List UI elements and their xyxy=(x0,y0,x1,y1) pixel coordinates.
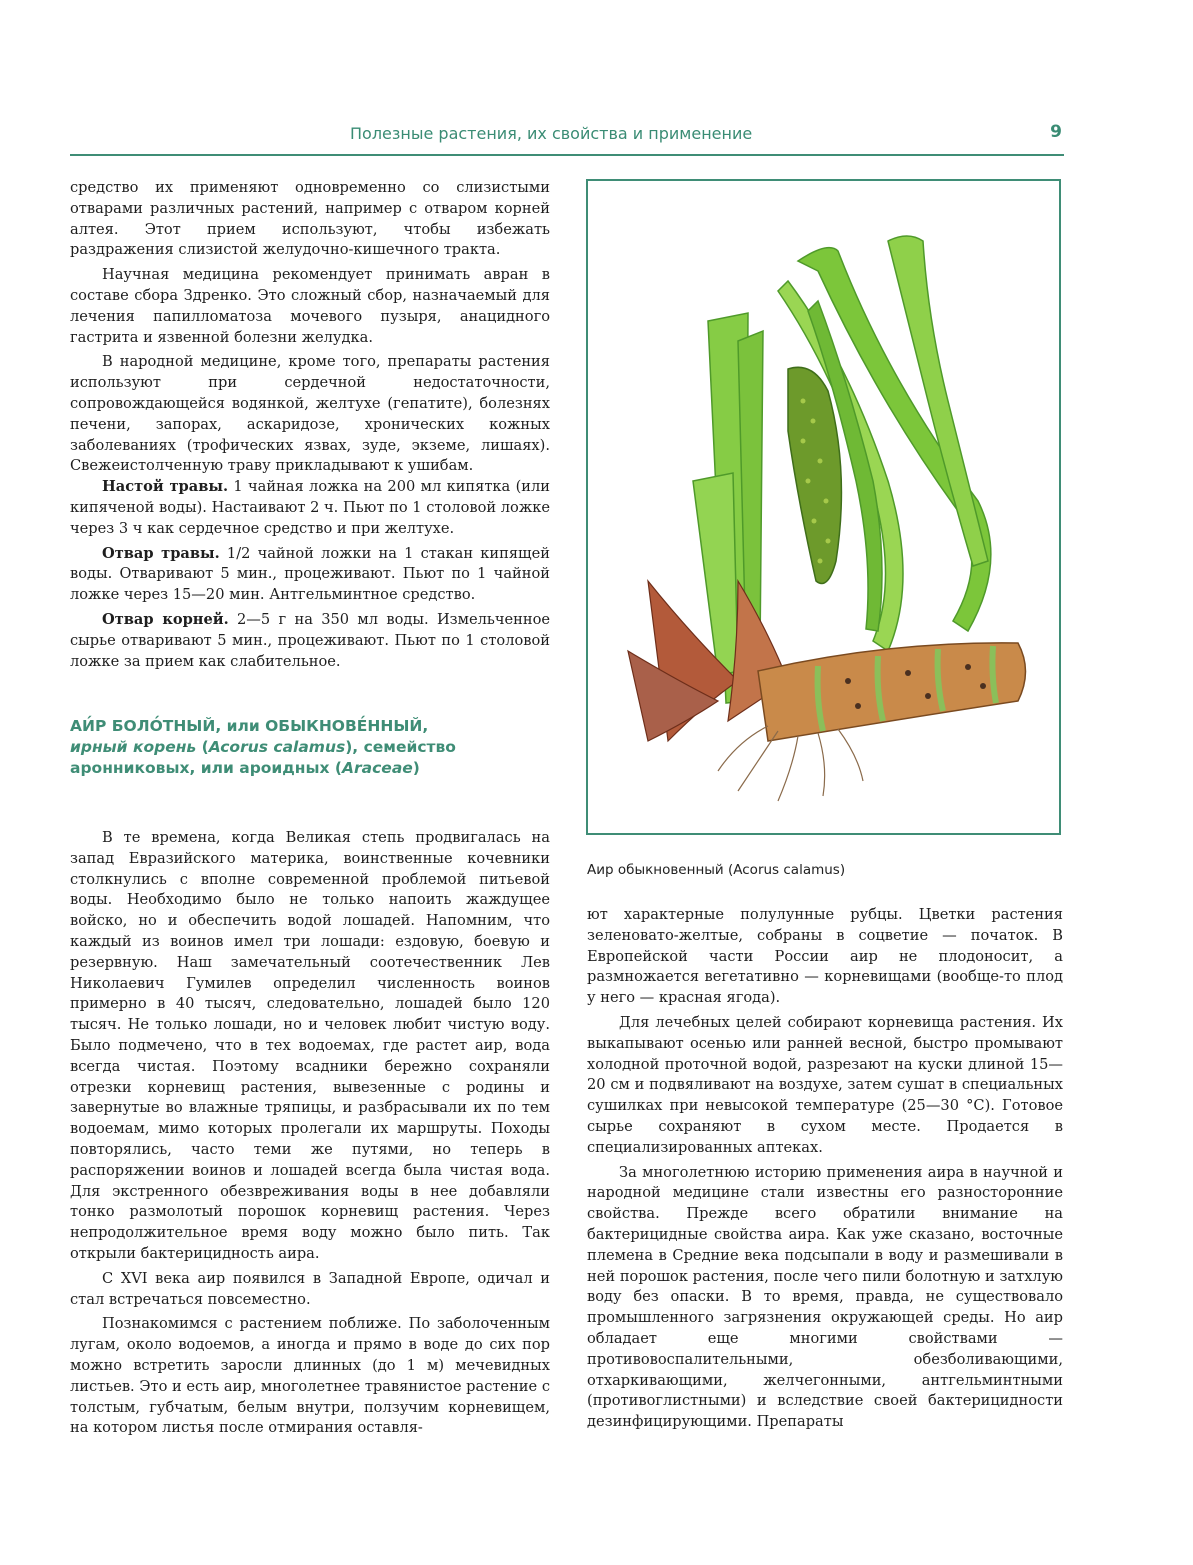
right-column-bottom xyxy=(587,905,1063,1433)
left-column-bottom xyxy=(70,828,550,1439)
section-heading xyxy=(70,716,550,779)
heading-punct: ( xyxy=(196,738,209,756)
heading-punct: ) xyxy=(412,759,420,777)
paragraph: Для лечебных целей собирают корневища растения. Их выкапывают осенью или ранней весной, быстро промывают холодной проточной водой, разрезают на куски длиной 15—20 см и подвяливают на воздухе, затем сушат в специальных сушилках при невысокой температуре (25—30 °С). Готовое сырье сохраняют в сухом месте. Продается в специализированных аптеках. xyxy=(587,1013,1063,1156)
acorus-calamus-illustration xyxy=(588,181,1059,833)
section-heading-line1: АИ́Р БОЛО́ТНЫЙ, или ОБЫКНОВЕ́ННЫЙ, xyxy=(70,717,429,735)
latin-name: Acorus calamus xyxy=(208,738,346,756)
running-header-title: Полезные растения, их свойства и применение xyxy=(350,124,753,143)
heading-family-intro: ), семейство xyxy=(345,738,456,756)
recipe-paragraph xyxy=(70,477,550,539)
recipe-paragraph xyxy=(70,544,550,606)
paragraph: ют характерные полулунные рубцы. Цветки растения зеленовато-желтые, собраны в соцветие — початок. В Европейской части России аир не плодоносит, а размножается вегетативно — корневищами (вообще-то плод у него — красная ягода). xyxy=(587,906,1063,1007)
page-number: 9 xyxy=(1050,122,1062,142)
paragraph: Познакомимся с растением поближе. По заболоченным лугам, около водоемов, а иногда и прямо в воде до сих пор можно встретить заросли длинных (до 1 м) мечевидных листьев. Это и есть аир, многолетнее травянистое растение с толстым, губчатым, белым внутри, ползучим корневищем, на котором листья после отмирания оставля- xyxy=(70,1315,550,1437)
paragraph: В народной медицине, кроме того, препараты растения используют при сердечной недостаточности, сопровождающейся водянкой, желтухе (гепатите), болезнях печени, запорах, аскаридозе, хронических кожных заболеваниях (трофических язвах, зуде, экземе, лишаях). Свежеистолченную траву прикладывают к ушибам. xyxy=(70,353,550,475)
plant-illustration-frame xyxy=(586,179,1061,835)
paragraph: За многолетнюю историю применения аира в научной и народной медицине стали известны его разносторонние свойства. Прежде всего обратили внимание на бактерицидные свойства аира. Как уже сказано, восточные племена в Средние века подсыпали в воду и размешивали в ней порошок растения, после чего пили болотную и затхлую воду без опаски. В то время, правда, не существовало промышленного загрязнения окружающей среды. Но аир обладает еще многими свойствами — противовоспалительными, обезболивающими, отхаркивающими, желчегонными, антгельминтными (противоглистными) и вследствие своей бактерицидности дезинфицирующими. Препараты xyxy=(587,1163,1063,1431)
left-column-top xyxy=(70,178,550,672)
paragraph: средство их применяют одновременно со слизистыми отварами различных растений, например с отваром корней алтея. Этот прием используют, чтобы избежать раздражения слизистой желудочно-кишечного тракта. xyxy=(70,179,550,259)
alt-name: ирный корень xyxy=(70,738,197,756)
recipe-text: 2—5 г на 350 мл воды. Измельченное сырье отваривают 5 мин., процеживают. Пьют по 1 столовой ложке за прием как слабительное. xyxy=(70,610,550,670)
recipe-paragraph xyxy=(70,610,550,672)
recipe-title: Настой травы. xyxy=(102,478,229,496)
family-name: аронниковых, или ароидных ( xyxy=(70,759,343,777)
spadix-shape xyxy=(788,367,841,583)
recipe-text: 1 чайная ложка на 200 мл кипятка (или кипяченой воды). Настаивают 2 ч. Пьют по 1 столовой ложке через 3 ч как сердечное средство и при желтухе. xyxy=(70,478,550,537)
paragraph: С XVI века аир появился в Западной Европе, одичал и стал встречаться повсеместно. xyxy=(70,1269,550,1308)
paragraph: Научная медицина рекомендует принимать авран в составе сбора Здренко. Это сложный сбор, назначаемый для лечения папилломатоза мочевого пузыря, анацидного гастрита и язвенной болезни желудка. xyxy=(70,266,550,346)
section-heading-line2 xyxy=(70,737,550,758)
paragraph: В те времена, когда Великая степь продвигалась на запад Евразийского материка, воинственные кочевники столкнулись с вполне современной проблемой питьевой воды. Необходимо было не только напоить жаждущее войско, но и обеспечить водой лошадей. Напомним, что каждый из воинов имел три лошади: ездовую, боевую и резервную. Наш замечательный соотечественник Лев Николаевич Гумилев определил численность воинов примерно в 40 тысяч, следовательно, лошадей было 120 тысяч. Не только лошади, но и человек любит чистую воду. Было подмечено, что в тех водоемах, где растет аир, вода всегда чистая. Поэтому всадники бережно сохраняли отрезки корневищ растения, вывезенные с родины и завернутые во влажные тряпицы, и разбрасывали их по тем водоемам, мимо которых пролегали их маршруты. Походы повторялись, часто теми же путями, но теперь в распоряжении воинов и лошадей всегда была чистая вода. Для экстренного обезвреживания воды в нее добавляли тонко размолотый порошок корневищ растения. Через непродолжительное время воду можно было пить. Так открыли бактерицидность аира. xyxy=(70,829,550,1262)
figure-caption: Аир обыкновенный (Acorus calamus) xyxy=(587,862,846,878)
running-header xyxy=(70,120,1064,156)
section-heading-line3 xyxy=(70,758,550,779)
rhizome-shape xyxy=(758,643,1026,741)
recipe-text: 1/2 чайной ложки на 1 стакан кипящей воды. Отваривают 5 мин., процеживают. Пьют по 1 чайной ложке через 15—20 мин. Антгельминтное средство. xyxy=(70,544,550,604)
family-latin: Araceae xyxy=(342,759,413,777)
recipe-title: Отвар корней. xyxy=(102,610,229,628)
recipe-title: Отвар травы. xyxy=(102,544,220,562)
